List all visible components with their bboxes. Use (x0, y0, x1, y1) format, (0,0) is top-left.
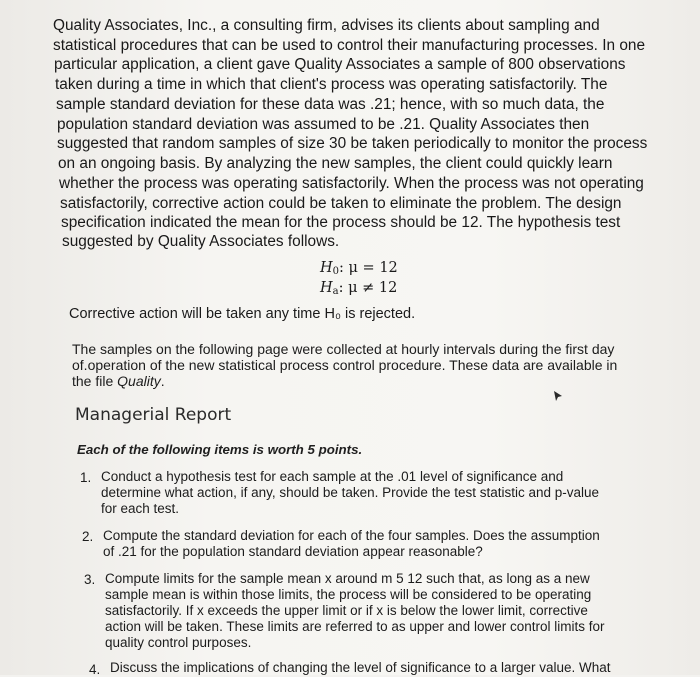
intro-line: Quality Associates, Inc., a consulting firm, advises its clients about sampling and (53, 17, 600, 34)
item-line: Compute limits for the sample mean x around m 5 12 such that, as long as a new (105, 571, 590, 586)
samples-line: of.operation of the new statistical process control procedure. These data are available in (72, 357, 618, 373)
corrective-statement: Corrective action will be taken any time H₀ is rejected. (69, 306, 416, 322)
mouse-pointer-icon (553, 390, 563, 402)
item-line: Compute the standard deviation for each of the four samples. Does the assumption (103, 528, 600, 543)
item-line: of .21 for the population standard deviation appear reasonable? (103, 544, 483, 559)
intro-line: statistical procedures that can be used to control their manufacturing processes. In one (53, 37, 646, 54)
intro-line: suggested that random samples of size 30 be taken periodically to monitor the process (57, 135, 648, 152)
intro-line: on an ongoing basis. By analyzing the new samples, the client could quickly learn (58, 155, 613, 172)
item-line: sample mean is within those limits, the process will be considered to be operating (105, 587, 592, 602)
hypothesis-sub: 0 (332, 266, 340, 277)
samples-line: The samples on the following page were collected at hourly intervals during the first day (72, 341, 615, 357)
hypothesis-rest: : μ ≠ 12 (338, 280, 398, 296)
null-hypothesis (320, 260, 398, 277)
item-number: 4. (89, 662, 101, 677)
intro-line: whether the process was operating satisfactorily. When the process was not operating (59, 175, 644, 192)
intro-line: satisfactorily, corrective action could be taken to eliminate the problem. The design (60, 195, 622, 212)
item-line: action will be taken. These limits are referred to as upper and lower control limits for (105, 619, 605, 634)
item-line: satisfactorily. If x exceeds the upper limit or if x is below the lower limit, corrective (105, 603, 588, 618)
hypothesis-rest: : μ = 12 (339, 260, 398, 276)
intro-line: taken during a time in which that client's process was operating satisfactorily. The (55, 76, 608, 93)
hypothesis-h: H (320, 260, 333, 276)
item-number: 2. (82, 529, 94, 544)
intro-line: suggested by Quality Associates follows. (62, 233, 340, 250)
item-number: 1. (80, 470, 92, 485)
item-number: 3. (84, 572, 96, 587)
hypothesis-sub: a (332, 286, 339, 297)
samples-line-suffix: . (160, 373, 165, 389)
quality-file-name: Quality (117, 373, 161, 389)
intro-line: population standard deviation was assumed to be .21. Quality Associates then (57, 116, 590, 133)
points-note: Each of the following items is worth 5 points. (77, 442, 363, 457)
item-line: quality control purposes. (105, 635, 252, 650)
item-line: Discuss the implications of changing the level of significance to a larger value. What (110, 660, 611, 675)
managerial-report-heading: Managerial Report (75, 405, 232, 425)
item-line: Conduct a hypothesis test for each sample at the .01 level of significance and (101, 469, 564, 484)
intro-line: particular application, a client gave Quality Associates a sample of 800 observations (54, 56, 626, 73)
alternative-hypothesis (320, 280, 397, 297)
item-line: determine what action, if any, should be taken. Provide the test statistic and p-value (101, 485, 600, 500)
samples-line-prefix: the file (72, 373, 118, 389)
hypothesis-h: H (320, 280, 333, 296)
item-line: for each test. (101, 501, 180, 516)
intro-line: specification indicated the mean for the process should be 12. The hypothesis test (61, 214, 621, 231)
samples-line (72, 373, 165, 390)
intro-line: sample standard deviation for these data was .21; hence, with so much data, the (56, 96, 605, 113)
